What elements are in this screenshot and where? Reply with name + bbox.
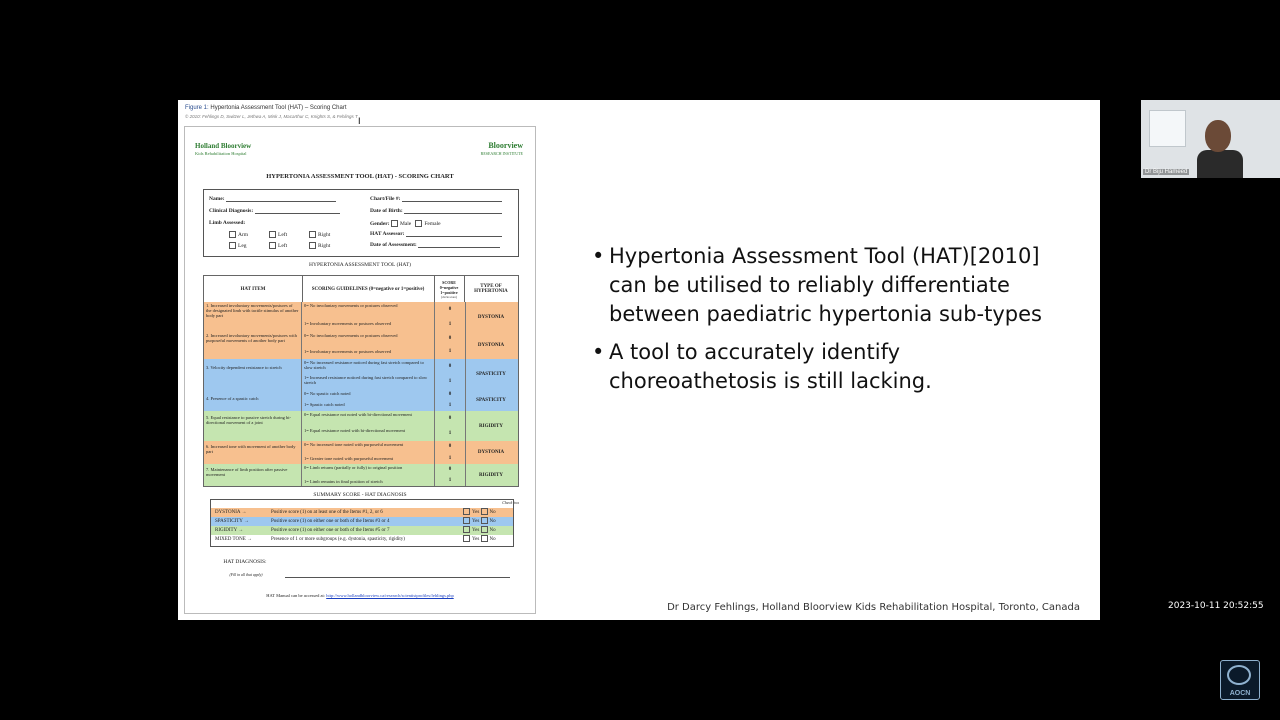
table-header <box>204 276 518 303</box>
yes-checkbox[interactable] <box>463 508 470 515</box>
arm-checkbox[interactable] <box>229 231 236 238</box>
row-score-0[interactable]: 0 <box>434 464 466 475</box>
summary-row-mixed-tone <box>211 535 513 544</box>
header-score-sub: (circle score) <box>441 294 457 299</box>
bullet-list <box>592 242 1052 405</box>
left-label: Left <box>278 231 288 238</box>
row-type: SPASTICITY <box>476 371 506 377</box>
yes-label: Yes <box>472 528 480 533</box>
summary-title: SUMMARY SCORE - HAT DIAGNOSIS <box>313 492 407 498</box>
row-guideline-1: 1= Increased resistance noticed during fast stretch compared to slow stretch <box>304 375 428 385</box>
text-cursor-icon: I <box>358 116 361 126</box>
bullet-item: • Hypertonia Assessment Tool (HAT)[2010] can be utilised to reliably differentiate between paediatric hypertonia sub-types <box>592 242 1052 329</box>
figure-title: Hypertonia Assessment Tool (HAT) – Scoring Chart <box>210 105 347 111</box>
swirl-icon <box>1227 665 1251 685</box>
row-score-0[interactable]: 0 <box>434 359 466 374</box>
hat-scoring-chart <box>184 126 536 614</box>
header-guidelines: SCORING GUIDELINES (0=negative or 1=positive) <box>302 276 435 302</box>
summary-label: DYSTONIA → <box>215 510 247 515</box>
row-guideline-1: 1= Involuntary movements or postures observed <box>304 321 392 326</box>
row-score-1[interactable]: 1 <box>434 374 466 389</box>
row-item: 1. Increased involuntary movements/postures of the designated limb with tactile stimulus of another body part <box>204 302 302 332</box>
arm-label: Arm <box>238 231 249 238</box>
person-head <box>1205 120 1231 152</box>
row-score-1[interactable]: 1 <box>434 317 466 332</box>
no-checkbox[interactable] <box>481 526 488 533</box>
row-guideline-1: 1= Greater tone noted with purposeful movement <box>304 456 394 461</box>
hat-assessor-label: HAT Assessor: <box>370 231 405 237</box>
row-item: 6. Increased tone with movement of another body part <box>204 441 302 464</box>
yes-checkbox[interactable] <box>463 526 470 533</box>
dob-label: Date of Birth: <box>370 208 403 214</box>
yes-checkbox[interactable] <box>463 517 470 524</box>
row-guideline-0: 0= Limb returns (partially or fully) to original position <box>304 465 403 470</box>
header-score-text: SCORE 0=negative 1=positive <box>439 279 459 295</box>
row-type: RIGIDITY <box>479 472 503 478</box>
date-of-assessment-label: Date of Assessment: <box>370 242 417 248</box>
figure-copyright: © 2010: Fehlings D, Switzer L, Jethwa A, Mink J, Macarthur C, Knights S, & Fehlings T <box>185 114 358 119</box>
row-type: DYSTONIA <box>477 450 505 455</box>
row-type: DYSTONIA <box>477 343 505 348</box>
female-label: Female <box>424 220 441 227</box>
doc-title: HYPERTONIA ASSESSMENT TOOL (HAT) - SCORING CHART <box>266 173 454 180</box>
row-guideline-0: 0= No increased resistance noticed during fast stretch compared to slow stretch <box>304 360 424 370</box>
table-row <box>204 389 518 412</box>
clinical-diagnosis-label: Clinical Diagnosis: <box>209 208 254 214</box>
row-guideline-1: 1= Equal resistance noted with bi-directional movement <box>304 428 406 433</box>
summary-label: MIXED TONE → <box>215 537 253 542</box>
header-type: TYPE OF HYPERTONIA <box>474 284 508 294</box>
no-label: No <box>489 528 496 533</box>
arm-left-checkbox[interactable] <box>269 231 276 238</box>
summary-label: RIGIDITY → <box>215 528 244 533</box>
row-score-1[interactable]: 1 <box>434 453 466 464</box>
participant-video-tile[interactable] <box>1141 100 1280 178</box>
summary-desc: Positive score (1) on either one or both of the Items #5 or 7 <box>271 528 390 533</box>
right-label: Right <box>318 242 331 249</box>
female-checkbox[interactable] <box>415 220 422 227</box>
summary-row-spasticity <box>211 517 513 526</box>
summary-row-dystonia <box>211 508 513 517</box>
row-guideline-1: 1= Limb remains in final position of stretch <box>304 479 383 484</box>
row-guideline-0: 0= No increased tone noted with purposeful movement <box>304 442 404 447</box>
table-row <box>204 332 518 360</box>
leg-checkbox[interactable] <box>229 242 236 249</box>
row-type: RIGIDITY <box>479 423 503 429</box>
slide-credit: Dr Darcy Fehlings, Holland Bloorview Kids Rehabilitation Hospital, Toronto, Canada <box>667 602 1080 613</box>
yes-checkbox[interactable] <box>463 535 470 542</box>
row-score-1[interactable]: 1 <box>434 345 466 359</box>
row-item: 2. Increased involuntary movements/postures with purposeful movements of another body part <box>204 332 302 359</box>
bullet-item: • A tool to accurately identify choreoathetosis is still lacking. <box>592 338 1052 396</box>
row-type: DYSTONIA <box>477 314 505 320</box>
patient-info-box <box>203 189 519 257</box>
gender-label: Gender: <box>370 220 390 227</box>
hat-diagnosis-sub: (Fill in all that apply) <box>229 573 263 577</box>
right-label: Right <box>318 231 331 238</box>
row-score-0[interactable]: 0 <box>434 411 466 426</box>
leg-right-checkbox[interactable] <box>309 242 316 249</box>
row-score-1[interactable]: 1 <box>434 400 466 411</box>
row-score-1[interactable]: 1 <box>434 426 466 441</box>
logo-left-subtitle: Kids Rehabilitation Hospital <box>195 151 247 156</box>
summary-box <box>210 499 514 547</box>
person-body <box>1197 150 1243 178</box>
summary-label: SPASTICITY → <box>215 519 249 524</box>
yes-label: Yes <box>472 537 480 542</box>
yes-label: Yes <box>472 510 480 515</box>
limb-assessed-label: Limb Assessed: <box>209 220 246 226</box>
manual-text: HAT Manual can be accessed at: <box>266 593 326 598</box>
row-score-0[interactable]: 0 <box>434 332 466 345</box>
window-background <box>1149 110 1186 147</box>
summary-desc: Positive score (1) on at least one of the Items #1, 2, or 6 <box>271 510 383 515</box>
row-type: SPASTICITY <box>476 397 506 403</box>
table-row <box>204 464 518 486</box>
no-label: No <box>489 510 496 515</box>
leg-label: Leg <box>238 242 247 249</box>
table-row <box>204 302 518 333</box>
no-checkbox[interactable] <box>481 508 488 515</box>
row-score-0[interactable]: 0 <box>434 302 466 317</box>
participant-name: Dr Biju Hameed <box>1145 169 1188 175</box>
logo-right-subtitle: RESEARCH INSTITUTE <box>480 151 523 156</box>
header-score <box>434 276 465 302</box>
left-label: Left <box>278 242 288 249</box>
no-checkbox[interactable] <box>481 517 488 524</box>
no-label: No <box>489 519 496 524</box>
manual-link[interactable]: http://www.hollandbloorview.ca/research/scientistprofiles/fehlings.php <box>326 593 454 598</box>
diagnosis-line <box>285 577 510 578</box>
figure-label: Figure 1: <box>185 105 209 111</box>
presentation-slide <box>178 100 1100 620</box>
check-here-label: Check box <box>502 500 519 505</box>
no-checkbox[interactable] <box>481 535 488 542</box>
row-guideline-0: 0= Equal resistance not noted with bi-directional movement <box>304 412 412 417</box>
table-row <box>204 441 518 465</box>
row-item: 3. Velocity dependent resistance to stretch <box>204 359 302 389</box>
watermark-text: AOCN <box>1229 690 1251 697</box>
hat-table <box>203 275 519 487</box>
row-item: 7. Maintenance of limb position after passive movement <box>204 464 302 486</box>
yes-label: Yes <box>472 519 480 524</box>
male-checkbox[interactable] <box>391 220 398 227</box>
row-item: 5. Equal resistance to passive stretch during bi-directional movement of a joint <box>204 411 302 441</box>
hat-diagnosis-label: HAT DIAGNOSIS: <box>223 559 267 565</box>
arm-right-checkbox[interactable] <box>309 231 316 238</box>
row-guideline-0: 0= No involuntary movements or postures observed <box>304 303 398 308</box>
name-label: Name: <box>209 196 225 202</box>
row-guideline-1: 1= Spastic catch noted <box>304 402 345 407</box>
leg-left-checkbox[interactable] <box>269 242 276 249</box>
header-item: HAT ITEM <box>204 276 303 302</box>
holland-bloorview-logo: Holland Bloorview <box>195 142 252 150</box>
figure-caption <box>185 105 347 111</box>
summary-desc: Positive score (1) on either one or both of the Items #3 or 4 <box>271 519 390 524</box>
timestamp: 2023-10-11 20:52:55 <box>1168 601 1264 611</box>
table-row <box>204 411 518 442</box>
row-guideline-0: 0= No spastic catch noted <box>304 391 351 396</box>
table-row <box>204 359 518 390</box>
row-guideline-1: 1= Involuntary movements or postures observed <box>304 349 392 354</box>
no-label: No <box>489 537 496 542</box>
row-score-0[interactable]: 0 <box>434 441 466 453</box>
row-score-0[interactable]: 0 <box>434 389 466 400</box>
row-guideline-0: 0= No involuntary movements or postures observed <box>304 333 398 338</box>
aocn-logo-icon <box>1220 660 1260 700</box>
chart-file-label: Chart/File #: <box>370 196 401 202</box>
bloorview-research-logo: Bloorview <box>488 141 523 150</box>
row-item: 4. Presence of a spastic catch <box>204 389 302 411</box>
summary-desc: Presence of 1 or more subgroups (e.g. dystonia, spasticity, rigidity) <box>271 537 405 542</box>
manual-note <box>185 593 535 598</box>
summary-row-rigidity <box>211 526 513 535</box>
table-subtitle: HYPERTONIA ASSESSMENT TOOL (HAT) <box>309 262 411 268</box>
row-score-1[interactable]: 1 <box>434 475 466 486</box>
male-label: Male <box>399 220 412 227</box>
